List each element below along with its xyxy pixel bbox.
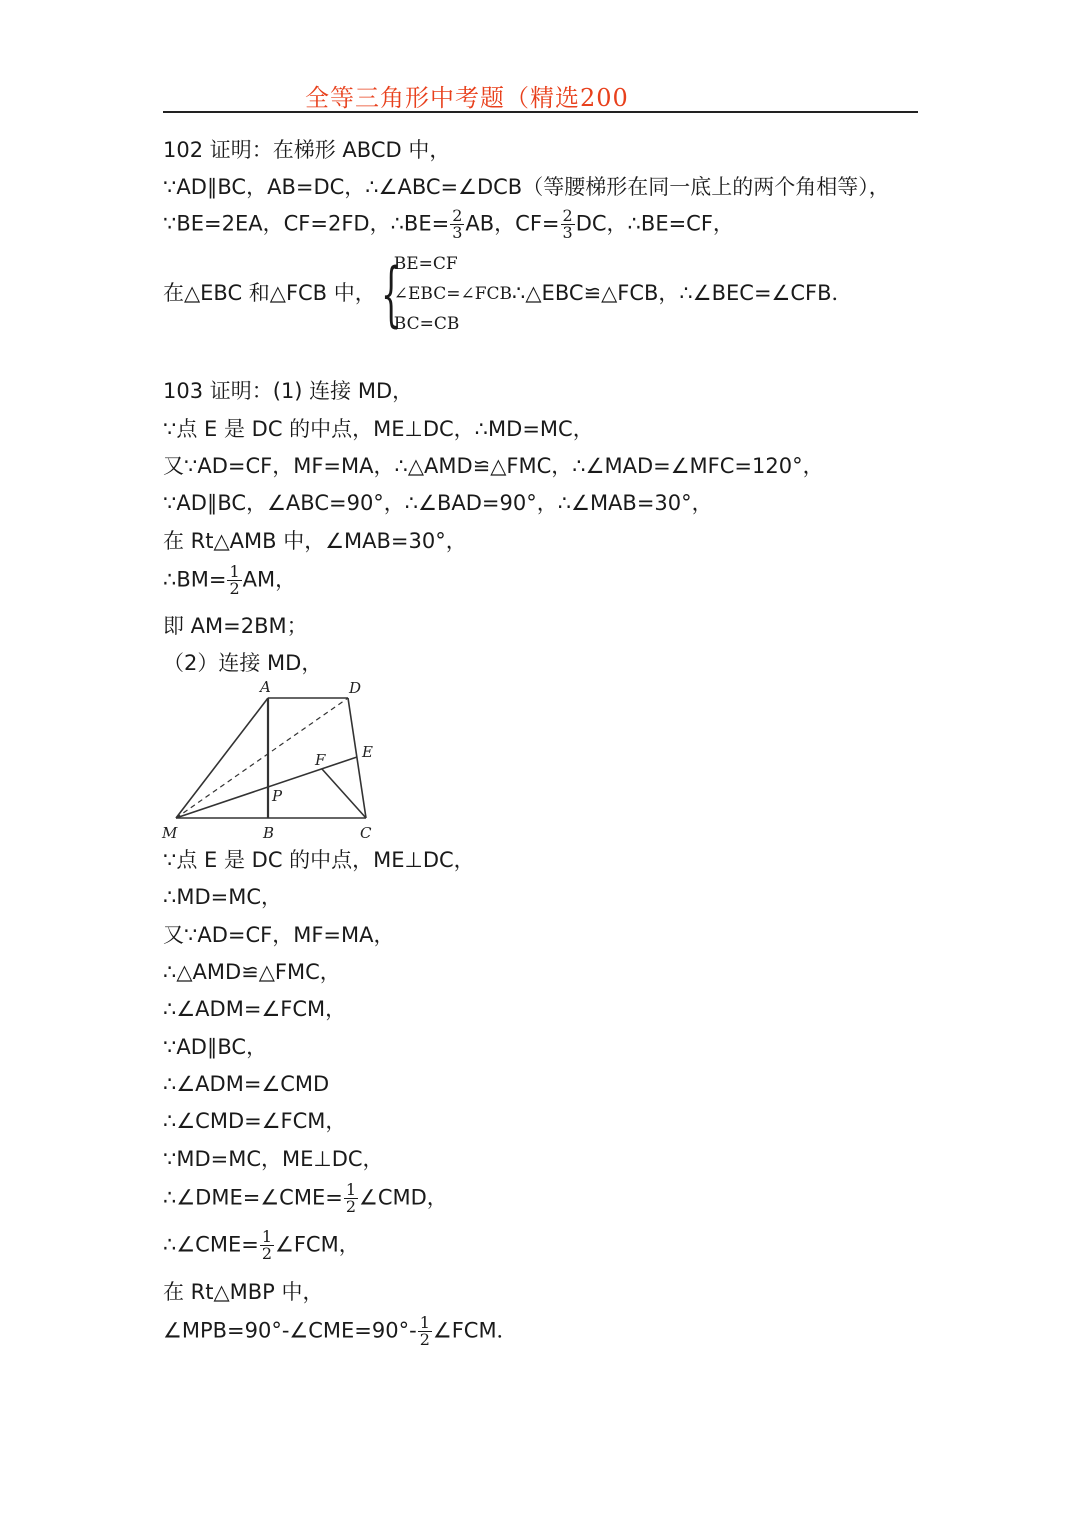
text: AB，CF= bbox=[465, 211, 560, 236]
denominator: 2 bbox=[261, 1244, 273, 1263]
numerator: 1 bbox=[419, 1313, 430, 1332]
fraction bbox=[418, 1315, 432, 1348]
system-row: BE=CF bbox=[393, 254, 458, 274]
p103-line-8: （2）连接 MD， bbox=[163, 651, 323, 675]
text: ∠FCM． bbox=[432, 1318, 518, 1343]
p103-line-2: ∵点 E 是 DC 的中点，ME⊥DC，∴MD=MC， bbox=[163, 417, 594, 441]
text: ∴△EBC≌△FCB，∴∠BEC=∠CFB． bbox=[512, 281, 853, 305]
fraction bbox=[561, 208, 575, 241]
p102-line-3 bbox=[163, 208, 734, 241]
numerator: 1 bbox=[345, 1180, 356, 1199]
text: ∴BM= bbox=[163, 567, 227, 592]
label-e: E bbox=[362, 743, 373, 761]
system-row: ∠EBC=∠FCB bbox=[393, 284, 513, 304]
p103-line-17: ∵MD=MC，ME⊥DC， bbox=[163, 1147, 384, 1171]
numerator: 2 bbox=[452, 206, 463, 225]
p103-line-4: ∵AD∥BC，∠ABC=90°，∴∠BAD=90°，∴∠MAB=30°， bbox=[163, 491, 713, 515]
equation-system bbox=[376, 249, 512, 339]
geometry-figure bbox=[160, 678, 390, 846]
fraction bbox=[344, 1182, 358, 1215]
fraction bbox=[227, 564, 241, 597]
label-f: F bbox=[315, 751, 326, 769]
text: ∠MPB=90°-∠CME=90°- bbox=[163, 1318, 417, 1343]
p103-line-5: 在 Rt△AMB 中，∠MAB=30°， bbox=[163, 529, 467, 553]
p103-line-9: ∵点 E 是 DC 的中点，ME⊥DC， bbox=[163, 848, 475, 872]
p103-line-20: 在 Rt△MBP 中， bbox=[163, 1280, 324, 1304]
segment-me bbox=[176, 757, 357, 818]
text: ∴∠DME=∠CME= bbox=[163, 1185, 343, 1210]
p103-line-14: ∵AD∥BC， bbox=[163, 1035, 268, 1059]
numerator: 2 bbox=[562, 206, 573, 225]
denominator: 2 bbox=[345, 1197, 356, 1216]
text: ∵BE=2EA，CF=2FD，∴BE= bbox=[163, 211, 450, 236]
text: AM， bbox=[242, 567, 297, 592]
p103-line-6 bbox=[163, 564, 296, 597]
label-a: A bbox=[260, 678, 271, 696]
p103-line-21 bbox=[163, 1315, 518, 1348]
denominator: 3 bbox=[562, 223, 573, 242]
label-c: C bbox=[360, 824, 372, 842]
numerator: 1 bbox=[229, 562, 240, 581]
p103-line-3: 又∵AD=CF，MF=MA，∴△AMD≌△FMC，∴∠MAD=∠MFC=120°， bbox=[163, 454, 824, 478]
label-m: M bbox=[162, 824, 178, 842]
fraction bbox=[260, 1229, 274, 1262]
p103-line-1: 103 证明：(1) 连接 MD， bbox=[163, 379, 414, 403]
segment-ma bbox=[176, 698, 268, 818]
p103-line-12: ∴△AMD≌△FMC， bbox=[163, 960, 341, 984]
left-brace: { bbox=[380, 253, 401, 335]
header-title: 全等三角形中考题（精选200 bbox=[305, 84, 629, 112]
p102-line-2: ∵AD∥BC，AB=DC，∴∠ABC=∠DCB（等腰梯形在同一底上的两个角相等）， bbox=[163, 175, 890, 199]
text: DC，∴BE=CF， bbox=[575, 211, 734, 236]
p103-line-16: ∴∠CMD=∠FCM， bbox=[163, 1109, 347, 1133]
label-b: B bbox=[263, 824, 275, 842]
fraction bbox=[450, 208, 464, 241]
numerator: 1 bbox=[261, 1227, 273, 1246]
label-d: D bbox=[349, 679, 362, 697]
system-row: BC=CB bbox=[393, 314, 460, 334]
p103-line-18 bbox=[163, 1182, 448, 1215]
p103-line-13: ∴∠ADM=∠FCM， bbox=[163, 997, 347, 1021]
p102-line-4 bbox=[163, 248, 853, 339]
denominator: 3 bbox=[452, 223, 463, 242]
p103-line-15: ∴∠ADM=∠CMD bbox=[163, 1072, 330, 1096]
text: ∠FCM， bbox=[275, 1232, 360, 1257]
header-divider bbox=[163, 111, 918, 113]
text: ∴∠CME= bbox=[163, 1232, 259, 1257]
p103-line-11: 又∵AD=CF，MF=MA， bbox=[163, 923, 395, 947]
p103-line-7: 即 AM=2BM； bbox=[163, 614, 308, 638]
denominator: 2 bbox=[419, 1330, 430, 1349]
label-p: P bbox=[272, 787, 283, 805]
p103-line-19 bbox=[163, 1229, 360, 1262]
denominator: 2 bbox=[229, 579, 240, 598]
text: 在△EBC 和△FCB 中， bbox=[163, 281, 376, 305]
p103-line-10: ∴MD=MC， bbox=[163, 885, 283, 909]
p102-line-1: 102 证明：在梯形 ABCD 中， bbox=[163, 138, 451, 162]
text: ∠CMD， bbox=[359, 1185, 448, 1210]
